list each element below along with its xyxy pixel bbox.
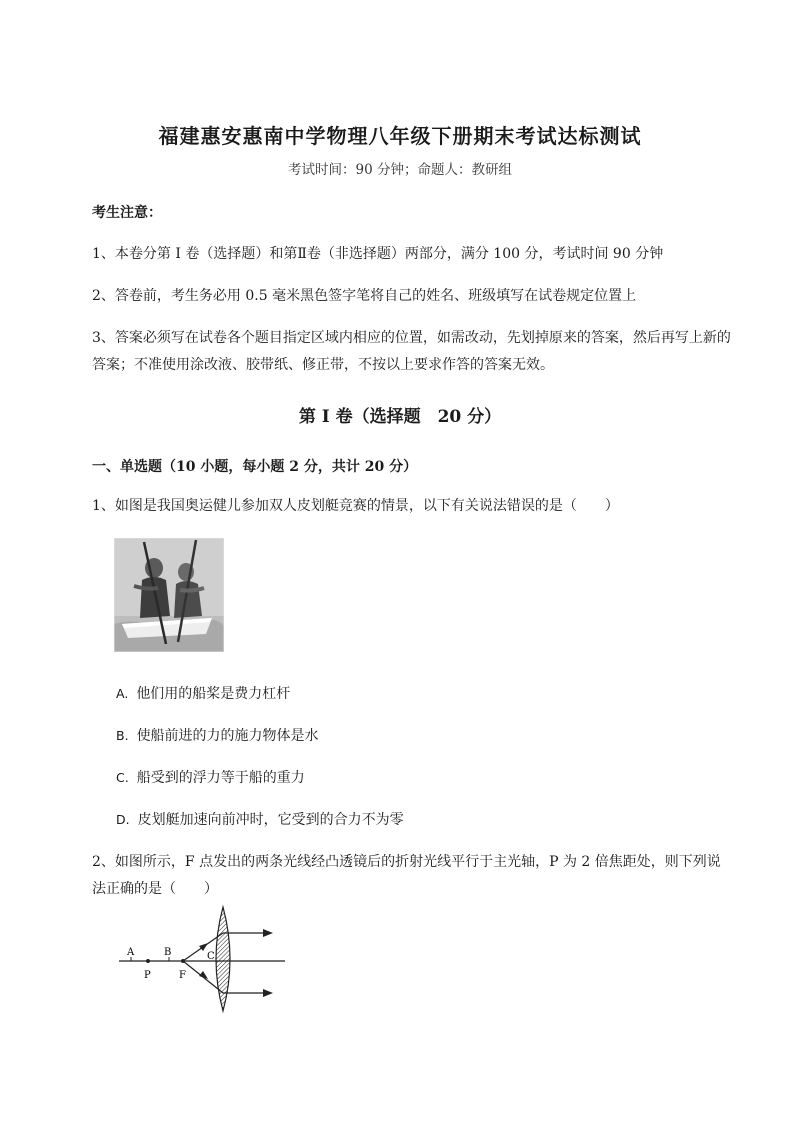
option-text: 船受到的浮力等于船的重力: [136, 770, 305, 786]
point-p: [146, 959, 150, 963]
option-letter: A.: [116, 686, 129, 701]
option-letter: C.: [116, 770, 129, 785]
lens-diagram-svg: [113, 905, 288, 1013]
lens-diagram: [113, 905, 288, 1013]
label-f: F: [179, 970, 186, 981]
option-letter: B.: [116, 728, 129, 743]
page-title: 福建惠安惠南中学物理八年级下册期末考试达标测试: [158, 124, 642, 148]
arrow-lower: [263, 989, 273, 997]
notice-item-3: 3、答案必须写在试卷各个题目指定区域内相应的位置，如需改动，先划掉原来的答案，然后再写上新的答案；不准使用涂改液、胶带纸、修正带，不按以上要求作答的答案无效。: [92, 330, 731, 373]
notice-item-1: 1、本卷分第 I 卷（选择题）和第Ⅱ卷（非选择题）两部分，满分 100 分，考试时间 90 分钟: [92, 246, 664, 262]
question-1-stem: 1、如图是我国奥运健儿参加双人皮划艇竞赛的情景，以下有关说法错误的是（ ）: [92, 498, 619, 514]
label-c: C: [207, 951, 215, 962]
kayak-photo-image: [114, 538, 224, 652]
option-text: 皮划艇加速向前冲时，它受到的合力不为零: [137, 812, 404, 828]
notice-item-2: 2、答卷前，考生务必用 0.5 毫米黑色签字笔将自己的姓名、班级填写在试卷规定位置上: [92, 288, 637, 304]
question-2-stem: 2、如图所示，F 点发出的两条光线经凸透镜后的折射光线平行于主光轴，P 为 2 倍焦距处，则下列说法正确的是（ ）: [92, 854, 721, 897]
notice-heading: 考生注意：: [92, 205, 162, 221]
question-1-option-a: [116, 683, 290, 703]
arrow-upper: [263, 929, 273, 937]
label-p: P: [144, 970, 151, 981]
page-subtitle: 考试时间：90 分钟；命题人：教研组: [288, 162, 512, 178]
label-a: A: [127, 947, 135, 958]
convex-lens: [216, 907, 230, 1011]
option-letter: D.: [116, 812, 130, 827]
label-b: B: [164, 947, 172, 958]
kayak-photo: [114, 538, 224, 652]
question-1-option-b: [116, 725, 319, 745]
option-text: 使船前进的力的施力物体是水: [136, 728, 319, 744]
question-1-option-c: [116, 767, 305, 787]
section-title: 第 I 卷（选择题 20 分）: [298, 407, 502, 427]
question-1-option-d: [116, 809, 404, 829]
option-text: 他们用的船桨是费力杠杆: [136, 686, 291, 702]
part-heading: 一、单选题（10 小题，每小题 2 分，共计 20 分）: [92, 459, 418, 475]
